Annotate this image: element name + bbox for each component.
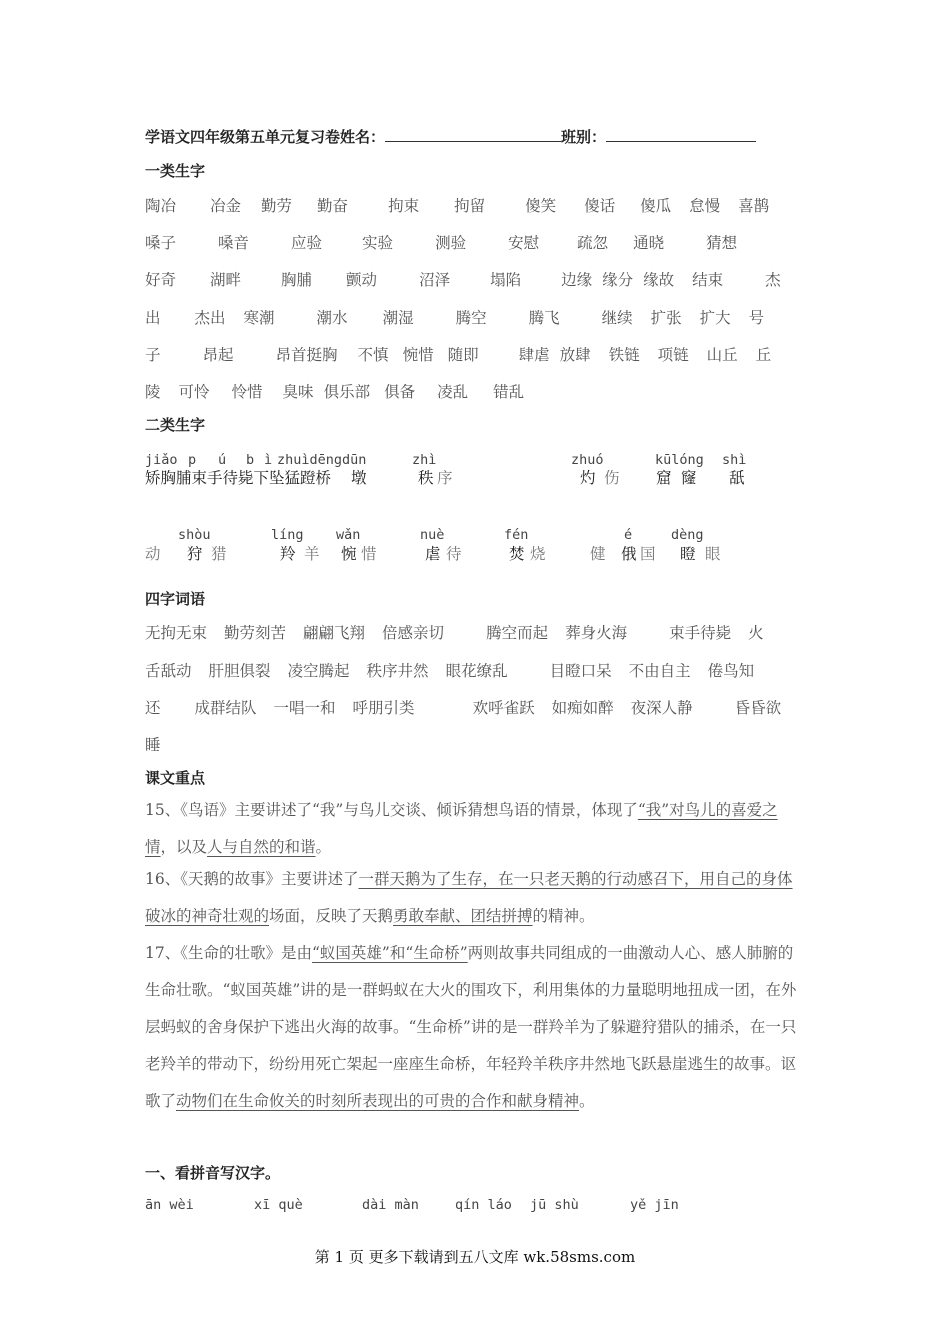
hanzi: 羚 [280, 545, 296, 563]
word: 疏忽 [577, 234, 609, 252]
sizi-row-4 [145, 733, 161, 755]
title-text: 学语文四年级第五单元复习卷姓名： [145, 128, 386, 146]
word: 拘束 [388, 197, 420, 215]
text: 。 [315, 838, 332, 856]
pinyin: shì [722, 452, 747, 468]
word: 俱乐部 [323, 383, 371, 401]
hanzi: 瞪 [680, 545, 696, 563]
hanzi: 虐 [425, 545, 441, 563]
word: 肆虐 [518, 346, 550, 364]
word: 腾空 [455, 309, 487, 327]
hanzi: 眼 [705, 545, 721, 563]
word: 束手待毙 [669, 624, 732, 642]
word: 昂起 [202, 346, 234, 364]
word: 葬身火海 [565, 624, 628, 642]
yilei-row-1 [145, 194, 769, 216]
word: 项链 [657, 346, 689, 364]
word: 勤劳刻苦 [224, 624, 287, 642]
hanzi: 国 [640, 545, 656, 563]
word: 沼泽 [419, 271, 451, 289]
word: 冶金 [210, 197, 242, 215]
word: 颤动 [346, 271, 378, 289]
word: 勤奋 [317, 197, 349, 215]
word: 潮湿 [382, 309, 414, 327]
hanzi: 羊 [304, 545, 320, 563]
section-heading-exercise: 一、看拼音写汉字。 [145, 1164, 281, 1182]
underlined-text: “蚁国英雄”和“生命桥” [311, 944, 468, 962]
word: 安慰 [508, 234, 540, 252]
hanzi: 待 [446, 545, 462, 563]
word: 夜深人静 [630, 699, 693, 717]
text: 。 [579, 1092, 595, 1110]
yilei-row-2 [145, 231, 737, 253]
word: 睡 [145, 736, 161, 754]
underlined-text: 人与自然的和谐 [207, 838, 316, 856]
word: 腾飞 [528, 309, 560, 327]
word: 欢呼雀跃 [472, 699, 535, 717]
word: 实验 [362, 234, 394, 252]
word: 怜惜 [231, 383, 263, 401]
word: 应验 [291, 234, 323, 252]
word: 火 [748, 624, 764, 642]
yilei-row-6 [145, 380, 524, 402]
word: 怠慢 [689, 197, 721, 215]
hanzi: 狩 [187, 545, 203, 563]
keywen-paragraph-16 [145, 861, 805, 935]
hanzi: 窿 [681, 469, 697, 487]
pinyin: zhuìdēngdūn [277, 452, 367, 468]
word: 傻笑 [525, 197, 557, 215]
pinyin: zhuó [571, 452, 604, 468]
pinyin: fén [504, 527, 529, 543]
word: 翩翩飞翔 [303, 624, 366, 642]
text: 的精神。 [532, 907, 595, 925]
word: 拘留 [454, 197, 486, 215]
word: 舌舐动 [145, 662, 192, 680]
word: 杰出 [194, 309, 226, 327]
pinyin: ì [264, 452, 273, 468]
underlined-text: “我”对鸟儿的喜爱之情 [145, 801, 778, 856]
yilei-row-5 [145, 343, 771, 365]
word: 湖畔 [210, 271, 242, 289]
word: 臭味 [282, 383, 314, 401]
hanzi: 灼 [580, 469, 596, 487]
hanzi: 健 [590, 545, 606, 563]
class-label: 班别： [561, 128, 607, 146]
pinyin: p [188, 452, 197, 468]
pinyin: shòu [178, 527, 211, 543]
word: 山丘 [706, 346, 738, 364]
word: 放肆 [559, 346, 591, 364]
sizi-row-3 [145, 696, 781, 718]
word: 勤劳 [261, 197, 293, 215]
pinyin: b [246, 452, 255, 468]
word: 缘分 [602, 271, 634, 289]
word: 俱备 [384, 383, 416, 401]
word: 杰 [765, 271, 781, 289]
word: 边缘 [561, 271, 593, 289]
word: 随即 [447, 346, 479, 364]
word: 惋惜 [402, 346, 434, 364]
word: 不慎 [357, 346, 389, 364]
hanzi: 烧 [530, 545, 546, 563]
yilei-row-3 [145, 268, 781, 290]
text: 16、《天鹅的故事》主要讲述了 [145, 870, 359, 888]
word: 目瞪口呆 [549, 662, 612, 680]
word: 潮水 [316, 309, 348, 327]
word: 嗓子 [145, 234, 177, 252]
pinyin: é [624, 527, 633, 543]
word: 倦鸟知 [707, 662, 755, 680]
word: 昂首挺胸 [275, 346, 338, 364]
word: 继续 [601, 309, 633, 327]
word: 子 [145, 346, 161, 364]
hanzi: 舐 [729, 469, 745, 487]
underlined-text: 一群天鹅为了生存，在一只老天鹅的行动感召下，用自己的身体破冰的神奇壮观的 [145, 870, 793, 925]
hanzi: 猎 [211, 545, 227, 563]
page-footer: 第 1 页 更多下载请到五八文库 wk.58sms.com [314, 1248, 636, 1266]
pinyin: nuè [420, 527, 445, 543]
word: 猜想 [706, 234, 738, 252]
word: 寒潮 [243, 309, 275, 327]
text: 15、《鸟语》主要讲述了“我”与鸟儿交谈、倾诉猜想鸟语的情景，体现了 [145, 801, 638, 819]
pinyin: wǎn [336, 527, 361, 543]
hanzi: 窟 [656, 469, 672, 487]
word: 秩序井然 [366, 662, 429, 680]
word: 号 [748, 309, 765, 327]
word: 陶冶 [145, 197, 177, 215]
sizi-row-1 [145, 621, 764, 643]
text: 两则故事共同组成的一曲激动人心、感人肺腑的生命壮歌。“蚁国英雄”讲的是一群蚂蚁在大火的围攻下，利用集体的力量聪明地扭成一团，在外层蚂蚁的舍身保护下逃出火海的故事。“生命桥”讲的是一群羚羊为了躲避狩猎队的捕杀，在一只老羚羊的带动下，纷纷用死亡架起一座座生命桥，年轻羚羊秩序井然地飞跃悬崖逃生的故事。讴歌了 [145, 944, 797, 1110]
word: 测验 [435, 234, 467, 252]
word: 丘 [755, 346, 772, 364]
word: 可怜 [178, 383, 210, 401]
exercise-pinyin: jū shù [530, 1197, 579, 1213]
word: 傻瓜 [640, 197, 672, 215]
section-heading-keywen: 课文重点 [145, 769, 206, 787]
word: 塌陷 [490, 271, 522, 289]
page-title [145, 126, 756, 147]
text: ，以及 [160, 838, 208, 856]
word: 出 [145, 309, 161, 327]
exercise-pinyin: xī què [254, 1197, 303, 1213]
word: 扩大 [699, 309, 731, 327]
section-heading-sizi: 四字词语 [145, 590, 206, 608]
word: 不由自主 [628, 662, 691, 680]
word: 通晓 [633, 234, 665, 252]
word: 缘故 [643, 271, 675, 289]
word: 凌空腾起 [287, 662, 350, 680]
word: 腾空而起 [486, 624, 549, 642]
underlined-text: 勇敢奉献、团结拼搏 [393, 907, 533, 925]
word: 铁链 [608, 346, 640, 364]
class-blank [606, 127, 756, 142]
pinyin: dèng [671, 527, 704, 543]
hanzi: 惜 [361, 545, 377, 563]
section-heading-erlei: 二类生字 [145, 416, 206, 434]
word: 倍感亲切 [382, 624, 445, 642]
word: 好奇 [145, 271, 177, 289]
word: 陵 [145, 383, 161, 401]
word: 扩张 [650, 309, 682, 327]
keywen-paragraph-17 [145, 935, 805, 1120]
hanzi: 秩 [418, 469, 434, 487]
keywen-paragraph-15 [145, 792, 805, 866]
word: 眼花缭乱 [445, 662, 508, 680]
pinyin: jiǎo [145, 452, 178, 468]
underlined-text: 动物们在生命攸关的时刻所表现出的可贵的合作和献身精神 [176, 1092, 580, 1110]
text: 场面，反映了天鹅 [269, 907, 394, 925]
section-heading-yilei: 一类生字 [145, 162, 206, 180]
word: 嗓音 [218, 234, 250, 252]
word: 成群结队 [194, 699, 257, 717]
hanzi: 墩 [351, 469, 367, 487]
hanzi: 俄 [621, 545, 637, 563]
hanzi: 序 [437, 469, 453, 487]
word: 昏昏欲 [734, 699, 782, 717]
yilei-row-4 [145, 306, 764, 328]
exercise-pinyin: qín láo [455, 1197, 512, 1213]
word: 呼朋引类 [352, 699, 415, 717]
word: 结束 [692, 271, 724, 289]
word: 傻话 [584, 197, 616, 215]
word: 如痴如醉 [551, 699, 614, 717]
word: 无拘无束 [145, 624, 208, 642]
hanzi: 伤 [604, 469, 620, 487]
hanzi: 焚 [509, 545, 525, 563]
word: 喜鹊 [738, 197, 770, 215]
exercise-pinyin: dài màn [362, 1197, 419, 1213]
pinyin: ú [218, 452, 227, 468]
hanzi: 惋 [341, 545, 357, 563]
exercise-pinyin: yě jīn [630, 1197, 679, 1213]
pinyin: líng [271, 527, 304, 543]
exercise-pinyin: ān wèi [145, 1197, 194, 1213]
word: 肝胆俱裂 [208, 662, 271, 680]
name-blank [385, 127, 561, 142]
hanzi: 矫胸脯束手待毙下坠猛蹬桥 [145, 469, 332, 487]
word: 凌乱 [437, 383, 469, 401]
word: 胸脯 [281, 271, 313, 289]
word: 一唱一和 [273, 699, 336, 717]
pinyin: zhì [412, 452, 437, 468]
hanzi: 动 [145, 545, 161, 563]
sizi-row-2 [145, 659, 754, 681]
word: 还 [145, 699, 161, 717]
text: 17、《生命的壮歌》是由 [145, 944, 312, 962]
word: 错乱 [493, 383, 525, 401]
pinyin: kūlóng [655, 452, 704, 468]
